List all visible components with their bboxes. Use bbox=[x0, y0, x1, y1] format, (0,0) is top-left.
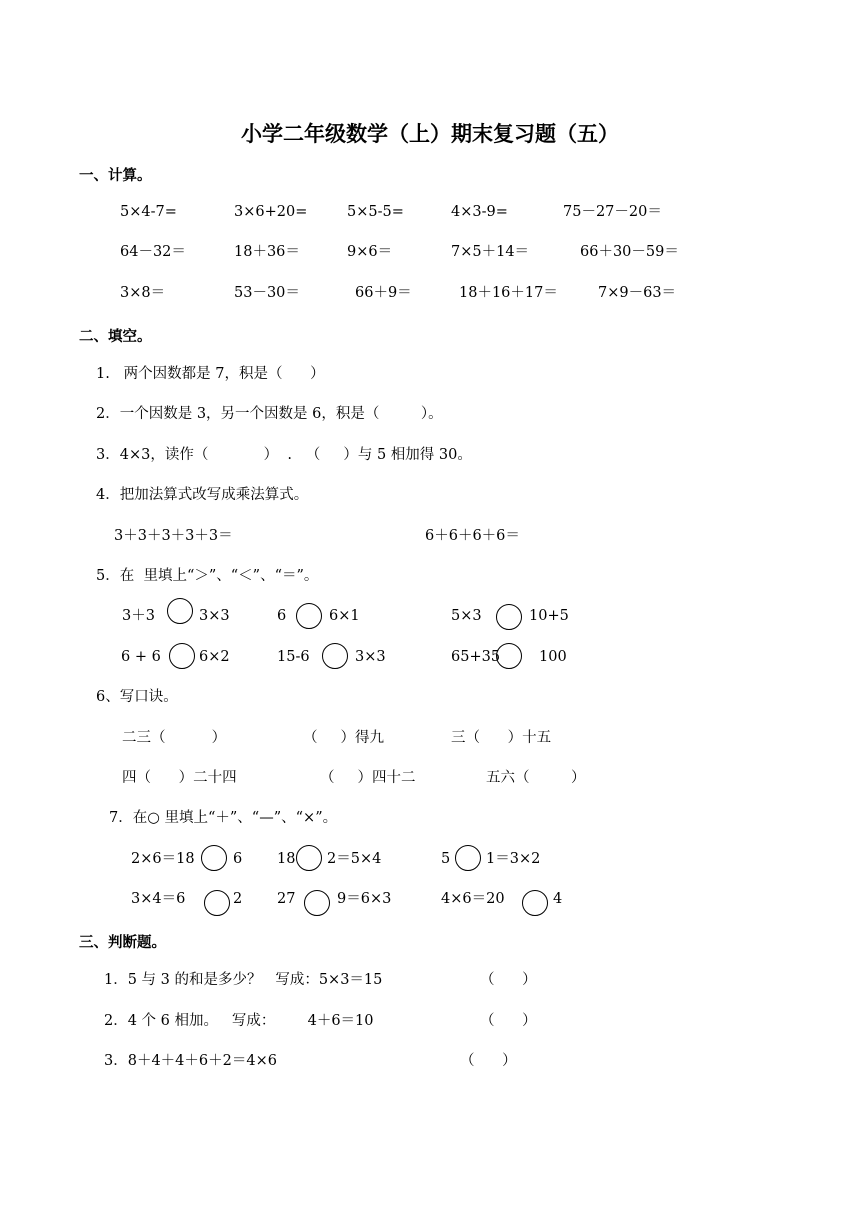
calc-item: 3×8＝ bbox=[120, 285, 166, 301]
calc-item: 4×3-9= bbox=[451, 204, 508, 220]
calc-item: 7×9－63＝ bbox=[598, 285, 677, 301]
compare-circle[interactable] bbox=[322, 643, 348, 669]
section-calc-heading: 一、计算。 bbox=[79, 168, 152, 184]
operator-left: 18 bbox=[277, 851, 296, 867]
calc-item: 5×4-7= bbox=[120, 204, 177, 220]
compare-right: 10+5 bbox=[529, 608, 569, 624]
calc-item: 3×6+20= bbox=[234, 204, 308, 220]
operator-left: 5 bbox=[441, 851, 451, 867]
fill-question-6: 6、写口诀。 bbox=[96, 689, 178, 705]
operator-circle[interactable] bbox=[522, 890, 548, 916]
section-judge-heading: 三、判断题。 bbox=[79, 935, 166, 951]
judge-question: 2．4 个 6 相加。 写成： 4＋6＝10 bbox=[104, 1013, 374, 1029]
calc-item: 18＋16＋17＝ bbox=[459, 285, 558, 301]
judge-question: 1．5 与 3 的和是多少？ 写成：5×3＝15 bbox=[104, 972, 383, 988]
compare-circle[interactable] bbox=[496, 643, 522, 669]
operator-circle[interactable] bbox=[204, 890, 230, 916]
calc-item: 53－30＝ bbox=[234, 285, 300, 301]
operator-right: 2 bbox=[233, 891, 243, 907]
operator-left: 4×6＝20 bbox=[441, 891, 505, 907]
compare-right: 3×3 bbox=[355, 649, 386, 665]
compare-right: 6×2 bbox=[199, 649, 230, 665]
calc-item: 18＋36＝ bbox=[234, 244, 300, 260]
multiplication-rhyme: （ ）得九 bbox=[303, 730, 385, 746]
fill-question-2: 2．一个因数是 3，另一个因数是 6，积是（ ）。 bbox=[96, 406, 443, 422]
calc-item: 5×5-5= bbox=[347, 204, 404, 220]
addition-expression: 6＋6＋6＋6＝ bbox=[425, 528, 520, 544]
judge-answer-blank[interactable]: （ ） bbox=[480, 1013, 537, 1029]
compare-left: 5×3 bbox=[451, 608, 482, 624]
compare-circle[interactable] bbox=[167, 598, 193, 624]
compare-left: 6 bbox=[277, 608, 287, 624]
compare-right: 100 bbox=[539, 649, 567, 665]
operator-circle[interactable] bbox=[304, 890, 330, 916]
compare-circle[interactable] bbox=[496, 604, 522, 630]
fill-question-3: 3．4×3，读作（ ） . （ ）与 5 相加得 30。 bbox=[96, 447, 472, 463]
operator-circle[interactable] bbox=[201, 845, 227, 871]
compare-left: 6 + 6 bbox=[121, 649, 161, 665]
operator-right: 4 bbox=[553, 891, 563, 907]
operator-left: 3×4＝6 bbox=[131, 891, 186, 907]
operator-circle[interactable] bbox=[296, 845, 322, 871]
judge-answer-blank[interactable]: （ ） bbox=[460, 1053, 517, 1069]
operator-left: 27 bbox=[277, 891, 296, 907]
compare-right: 3×3 bbox=[199, 608, 230, 624]
calc-item: 9×6＝ bbox=[347, 244, 393, 260]
fill-question-7: 7．在○ 里填上“＋”、“—”、“×”。 bbox=[109, 810, 338, 826]
multiplication-rhyme: （ ）四十二 bbox=[320, 770, 416, 786]
operator-left: 2×6＝18 bbox=[131, 851, 195, 867]
judge-answer-blank[interactable]: （ ） bbox=[480, 972, 537, 988]
compare-right: 6×1 bbox=[329, 608, 360, 624]
section-fill-heading: 二、填空。 bbox=[79, 329, 152, 345]
calc-item: 75－27－20＝ bbox=[563, 204, 662, 220]
calc-item: 66＋9＝ bbox=[355, 285, 412, 301]
multiplication-rhyme: 四（ ）二十四 bbox=[122, 770, 237, 786]
calc-item: 7×5＋14＝ bbox=[451, 244, 530, 260]
addition-expression: 3＋3＋3＋3＋3＝ bbox=[114, 528, 233, 544]
fill-question-4: 4．把加法算式改写成乘法算式。 bbox=[96, 487, 309, 503]
page-title: 小学二年级数学（上）期末复习题（五） bbox=[241, 122, 619, 146]
calc-item: 66＋30－59＝ bbox=[580, 244, 679, 260]
compare-left: 65+35 bbox=[451, 649, 501, 665]
operator-right: 1＝3×2 bbox=[486, 851, 541, 867]
operator-right: 2＝5×4 bbox=[327, 851, 382, 867]
multiplication-rhyme: 二三（ ） bbox=[122, 730, 227, 746]
multiplication-rhyme: 三（ ）十五 bbox=[451, 730, 552, 746]
compare-circle[interactable] bbox=[296, 603, 322, 629]
calc-item: 64－32＝ bbox=[120, 244, 186, 260]
operator-circle[interactable] bbox=[455, 845, 481, 871]
operator-right: 6 bbox=[233, 851, 243, 867]
fill-question-1: 1. 两个因数都是 7，积是（ ） bbox=[96, 366, 325, 382]
multiplication-rhyme: 五六（ ） bbox=[486, 770, 586, 786]
judge-question: 3．8＋4＋4＋6＋2＝4×6 bbox=[104, 1053, 277, 1069]
compare-left: 3＋3 bbox=[122, 608, 155, 624]
operator-right: 9＝6×3 bbox=[337, 891, 392, 907]
compare-circle[interactable] bbox=[169, 643, 195, 669]
compare-left: 15-6 bbox=[277, 649, 310, 665]
fill-question-5: 5．在 里填上“＞”、“＜”、“＝”。 bbox=[96, 568, 319, 584]
